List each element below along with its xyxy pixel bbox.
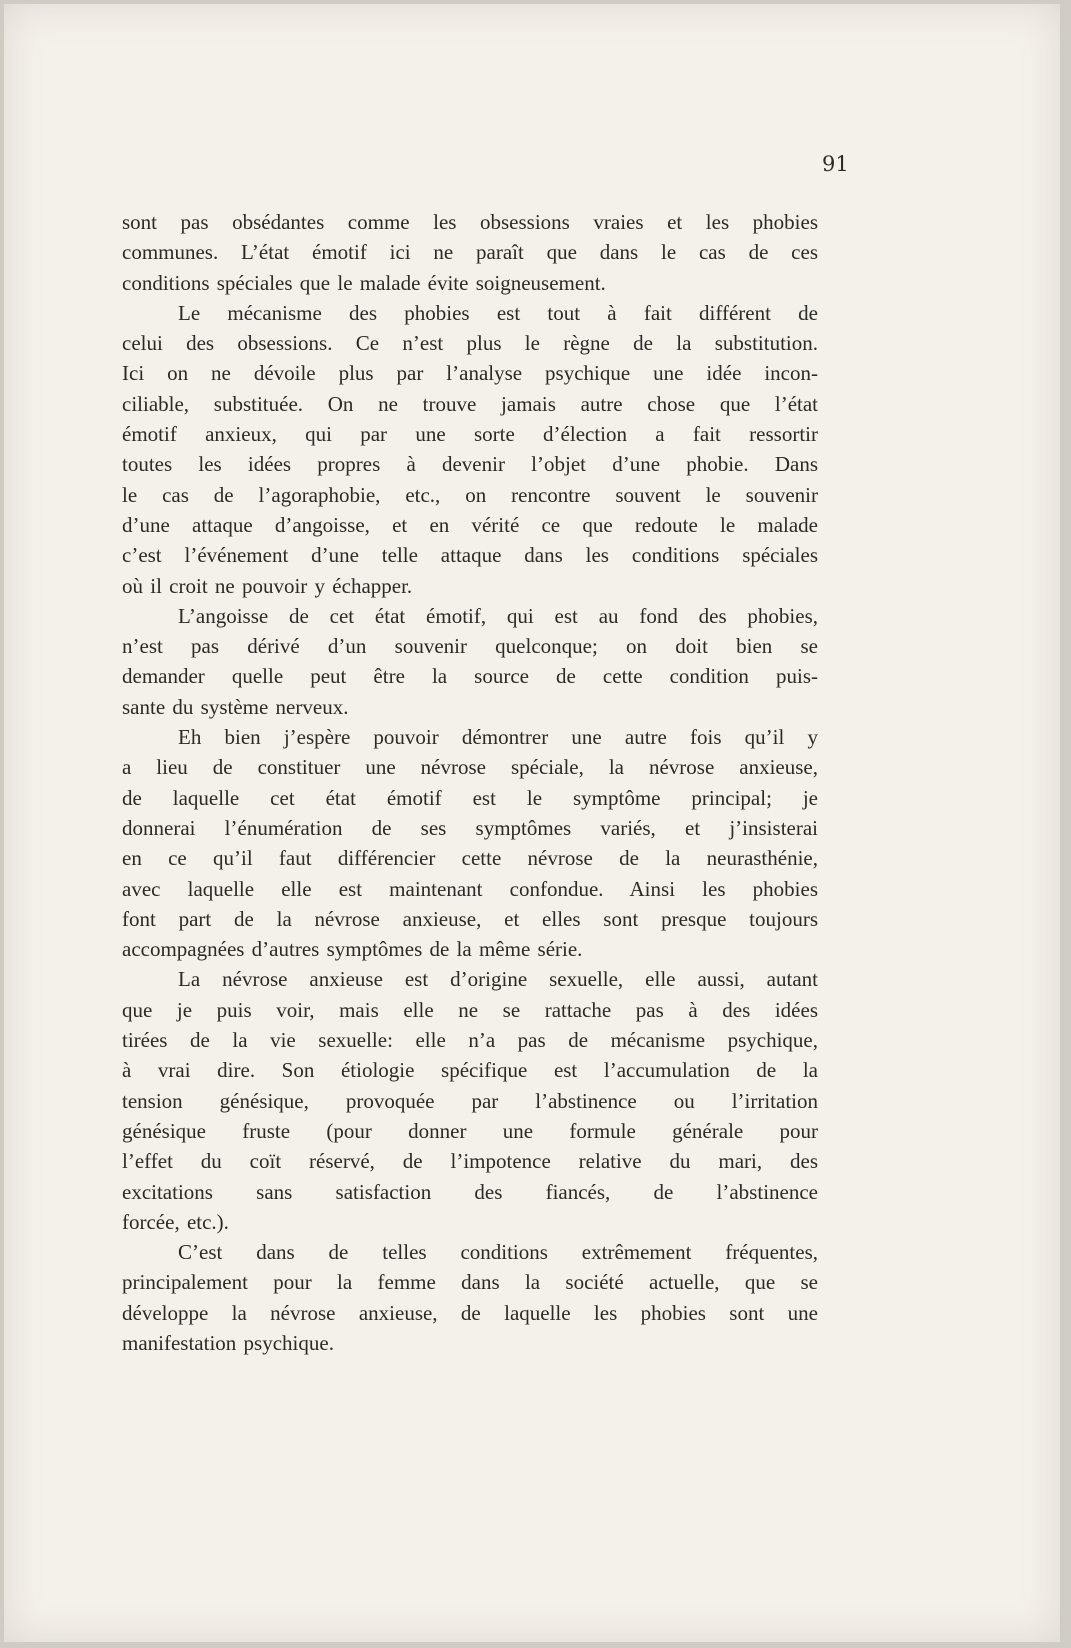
text-line: toutes les idées propres à devenir l’objet d’une phobie. Dans	[122, 452, 818, 477]
text-line: Eh bien j’espère pouvoir démontrer une autre fois qu’il y	[178, 725, 818, 750]
text-line: demander quelle peut être la source de cette condition puis-	[122, 664, 818, 689]
text-line: à vrai dire. Son étiologie spécifique est l’accumulation de la	[122, 1058, 818, 1083]
text-line: sont pas obsédantes comme les obsessions vraies et les phobies	[122, 210, 818, 234]
text-line: accompagnées d’autres symptômes de la même série.	[122, 937, 583, 962]
text-line: ciliable, substituée. On ne trouve jamais autre chose que l’état	[122, 391, 818, 416]
text-line: excitations sans satisfaction des fiancés, de l’abstinence	[122, 1179, 818, 1204]
text-line: de laquelle cet état émotif est le symptôme principal; je	[122, 785, 818, 810]
text-line: avec laquelle elle est maintenant confondue. Ainsi les phobies	[122, 876, 818, 901]
text-line: L’angoisse de cet état émotif, qui est au fond des phobies,	[178, 603, 818, 628]
text-line: d’une attaque d’angoisse, et en vérité ce que redoute le malade	[122, 512, 818, 537]
text-line: développe la névrose anxieuse, de laquelle les phobies sont une	[122, 1300, 818, 1325]
page-number: 91	[822, 152, 849, 176]
text-line: tirées de la vie sexuelle: elle n’a pas de mécanisme psychique,	[122, 1028, 818, 1053]
text-line: l’effet du coït réservé, de l’impotence relative du mari, des	[122, 1149, 818, 1174]
text-line: celui des obsessions. Ce n’est plus le règne de la substitution.	[122, 331, 818, 356]
text-line: en ce qu’il faut différencier cette névrose de la neurasthénie,	[122, 846, 818, 871]
text-line: n’est pas dérivé d’un souvenir quelconque; on doit bien se	[122, 634, 818, 659]
text-line: Ici on ne dévoile plus par l’analyse psychique une idée incon-	[122, 361, 818, 386]
text-line: où il croit ne pouvoir y échapper.	[122, 573, 413, 598]
text-line: donnerai l’énumération de ses symptômes variés, et j’insisterai	[122, 815, 818, 840]
text-line: font part de la névrose anxieuse, et elles sont presque toujours	[122, 906, 818, 931]
text-line: La névrose anxieuse est d’origine sexuelle, elle aussi, autant	[178, 967, 818, 992]
text-line: tension génésique, provoquée par l’abstinence ou l’irritation	[122, 1088, 818, 1113]
text-line: le cas de l’agoraphobie, etc., on rencontre souvent le souvenir	[122, 482, 818, 507]
text-line: conditions spéciales que le malade évite soigneusement.	[122, 270, 606, 295]
text-line: C’est dans de telles conditions extrêmement fréquentes,	[178, 1240, 818, 1265]
text-line: manifestation psychique.	[122, 1330, 334, 1355]
text-line: a lieu de constituer une névrose spéciale, la névrose anxieuse,	[122, 755, 818, 780]
text-line: principalement pour la femme dans la société actuelle, que se	[122, 1270, 818, 1295]
text-line: communes. L’état émotif ici ne paraît que dans le cas de ces	[122, 240, 818, 265]
text-line: forcée, etc.).	[122, 1209, 229, 1234]
text-line: émotif anxieux, qui par une sorte d’élection a fait ressortir	[122, 422, 818, 447]
text-line: Le mécanisme des phobies est tout à fait différent de	[178, 300, 818, 325]
text-line: sante du système nerveux.	[122, 694, 349, 719]
body-text	[122, 207, 818, 1358]
text-line: génésique fruste (pour donner une formule générale pour	[122, 1118, 818, 1143]
book-page	[4, 4, 1060, 1642]
text-line: que je puis voir, mais elle ne se rattache pas à des idées	[122, 997, 818, 1022]
text-line: c’est l’événement d’une telle attaque dans les conditions spéciales	[122, 543, 818, 568]
